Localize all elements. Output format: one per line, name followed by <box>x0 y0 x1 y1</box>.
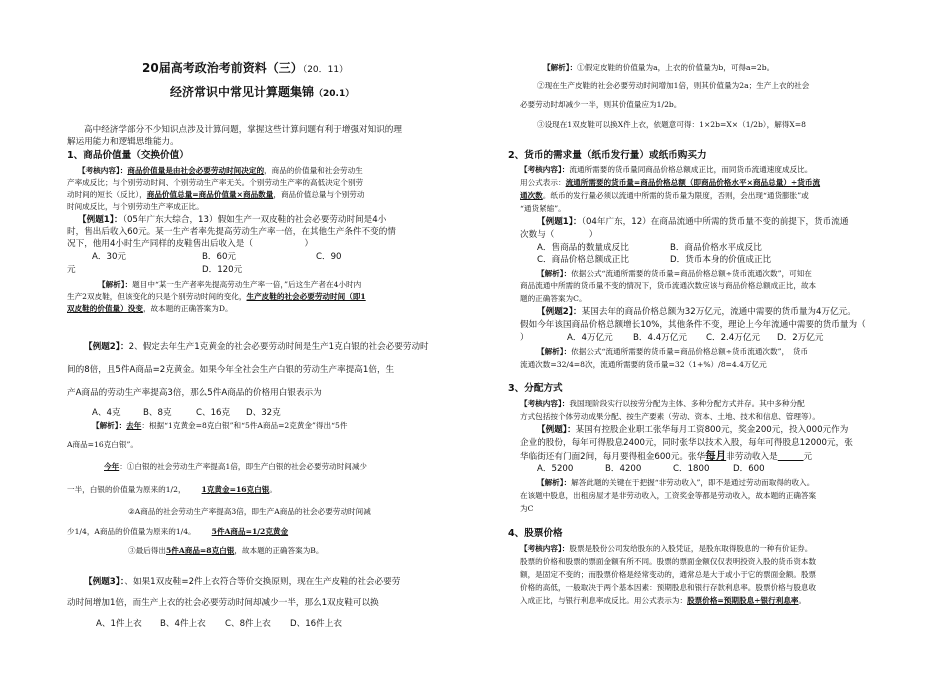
s1-ex1-analysis-line3: 双皮鞋的价值量）没变，故本题的正确答案为D。 <box>67 304 233 313</box>
s1-ex1-line2: 时，售出后收入60元。某一生产者率先提高劳动生产率一倍，在其他生产条件不变的情 <box>67 227 396 237</box>
s3-option-b: B．4200 <box>605 464 642 474</box>
s2-ex1-option-c: C．商品价格总额成正比 <box>537 255 629 265</box>
s3-option-d: D．600 <box>733 464 765 474</box>
s1-kp-line3: 动时间的短长（反比），商品价值总量=商品价值量×商品数量，商品价值总量与个别劳动 <box>67 190 365 199</box>
s1-kp-line1: 【考核内容】：商品价值量是由社会必要劳动时间决定的，商品的价值量和社会劳动生 <box>78 166 363 175</box>
s3-ex-line2: 企业的股份，每年可得股息2400元，同时张华以技术入股，每年可得股息12000元，张 <box>520 438 853 448</box>
right-column <box>475 0 950 694</box>
s1-ex1-option-tail: 元 <box>67 265 76 275</box>
s3-kp-line2: 方式包括按个体劳动成果分配、按生产要素（劳动、资本、土地、技术和信息、管理等）。 <box>520 412 820 421</box>
section3-heading: 3、分配方式 <box>508 383 563 394</box>
s1-ex2-line1: 【例题2】：2、假定去年生产1克黄金的社会必要劳动时间是生产1克白银的社会必要劳动时 <box>84 342 429 352</box>
s1-ex2-analysis-line1: 【解析】：去年：根据“1克黄金=8克白银”和“5件A商品=2克黄金”得出“5件 <box>92 421 348 430</box>
s2-ex2-option-c: C．2.4万亿元 <box>706 333 761 343</box>
s4-kp-line2: 股票的价格和股票的票面金额有所不同。股票的票面金额仅仅表明投资入股的货币资本数 <box>520 557 817 566</box>
s1-ex2-option-a: A、4克 <box>92 408 121 418</box>
s1-ex2-option-b: B、8克 <box>143 408 172 418</box>
s2-ex2-option-d: D．2万亿元 <box>777 333 824 343</box>
s3-ex-line1: 【例题】：某国有控股企业职工张华每月工资800元，奖金200元，投入000元作为 <box>537 425 849 435</box>
s1-ex3-line2: 动时间增加1倍，而生产上衣的社会必要劳动时间却减少一半，那么1双皮鞋可以换 <box>67 598 379 608</box>
intro-line1: 高中经济学部分不少知识点涉及计算问题，掌握这些计算问题有利于增强对知识的理 <box>84 125 402 135</box>
doc-title-line2: 经济常识中常见计算题集锦（20.1） <box>170 85 355 99</box>
s1-ex2-option-d: D、32克 <box>246 408 281 418</box>
s1-ex2-analysis-line2: A商品=16克白银”。 <box>67 440 138 449</box>
s1-ex2-now-line1: 今年：①白银的社会劳动生产率提高1倍，即生产白银的社会必要劳动时间减少 <box>104 462 368 471</box>
doc-title-line1: 20届高考政治考前资料（三）（20．11） <box>142 61 349 75</box>
s1-ex2-option-c: C、16克 <box>196 408 231 418</box>
s1-ex2-now-line4: 少1/4，A商品的价值量为原来的1/4。 5件A商品=1/2克黄金 <box>67 527 289 536</box>
s1-ex2-now-line2: 一半，白银的价值量为原来的1/2， 1克黄金=16克白银。 <box>67 485 277 494</box>
s2-kp-line2: 用公式表示：流通所需要的货币量=商品价格总额（即商品价格水平×商品总量）÷货币流 <box>520 178 821 187</box>
s1-ex1-line1: 【例题1】：（05年广东大综合，13）假如生产一双皮鞋的社会必要劳动时间是4小 <box>78 215 387 225</box>
r-top-analysis-line2: ②现在生产皮鞋的社会必要劳动时间增加1倍，则其价值量为2a；生产上衣的社会 <box>537 81 810 90</box>
s1-ex2-line2: 间的8倍，且5件A商品=2克黄金。如果今年全社会生产白银的劳动生产率提高1倍，生 <box>67 365 395 375</box>
intro-line2: 解运用能力和逻辑思维能力。 <box>67 137 179 147</box>
s1-ex3-option-a: A、1件上衣 <box>96 619 142 629</box>
s1-kp-line4: 时间成反比，与个别劳动生产率成正比。 <box>67 202 204 211</box>
s1-ex2-now-line3: ②A商品的社会劳动生产率提高3倍，即生产A商品的社会必要劳动时间减 <box>128 507 371 516</box>
s3-analysis-line3: 为C <box>520 504 534 513</box>
s4-kp-line3: 额，是固定不变的；而股票价格是经常变动的，通常总是大于或小于它的票面金额。股票 <box>520 570 817 579</box>
s2-ex2-line2: 假如今年该国商品价格总额增长10%，其他条件不变，理论上今年流通中需要的货币量为（ <box>520 320 866 330</box>
s4-kp-line5: 入成正比，与银行利息率成反比。用公式表示为：股票价格=预期股息÷银行利息率。 <box>520 596 807 605</box>
s1-ex2-line3: 产A商品的劳动生产率提高3倍，那么5件A商品的价格用白银表示为 <box>67 388 322 398</box>
s2-ex1-option-b: B．商品价格水平成反比 <box>670 243 762 253</box>
s1-kp-line2: 产率成反比；与个别劳动时间、个别劳动生产率无关。个别劳动生产率的高低决定个别劳 <box>67 178 364 187</box>
s2-ex1-analysis-line1: 【解析】：依据公式“流通所需要的货币量=商品价格总额÷货币流通次数”，可知在 <box>537 269 812 278</box>
s1-ex1-option-b: B．60元 <box>202 252 237 262</box>
s2-ex2-analysis-line1: 【解析】：依据公式“流通所需要的货币量=商品价格总额÷货币流通次数”， 货币 <box>537 347 809 356</box>
s2-ex1-option-d: D．货币本身的价值成正比 <box>670 255 772 265</box>
s2-ex2-option-b: B．4.4万亿元 <box>633 333 687 343</box>
s4-kp-line4: 价格的高低，一般取决于两个基本因素：预期股息和银行存款利息率。股票价格与股息收 <box>520 583 817 592</box>
s4-kp-line1: 【考核内容】：股票是股份公司发给股东的入股凭证，是股东取得股息的一种有价证券。 <box>520 544 813 553</box>
r-top-analysis-line1: 【解析】：①假定皮鞋的价值量为a，上衣的价值量为b，可得a=2b。 <box>543 63 775 72</box>
s3-analysis-line2: 在该题中股息，出租房屋才是非劳动收入，工资奖金等都是劳动收入，故本题的正确答案 <box>520 491 817 500</box>
s1-ex1-line3: 况下，他用4小时生产同样的皮鞋售出后收入是（ ） <box>67 239 314 249</box>
s1-ex1-option-a: A．30元 <box>92 252 127 262</box>
s2-ex1-analysis-line3: 题的正确答案为C。 <box>520 294 587 303</box>
s1-ex1-analysis-line2: 生产2双皮鞋，但该变化的只是个别劳动时间的变化，生产皮鞋的社会必要劳动时间（即1 <box>67 292 366 301</box>
s2-ex1-line2: 次数与（ ） <box>520 230 598 240</box>
s3-option-c: C．1800 <box>673 464 710 474</box>
section4-heading: 4、股票价格 <box>508 528 563 539</box>
s3-analysis-line1: 【解析】：解答此题的关键在于把握“非劳动收入”，即不是通过劳动而取得的收入。 <box>537 478 815 487</box>
r-top-analysis-line4: ③设现在1双皮鞋可以换X件上衣，依题意可得：1×2b=X×（1/2b），解得X=8 <box>537 120 806 129</box>
s2-ex2-line1: 【例题2】：某国去年的商品价格总额为32万亿元，流通中需要的货币量为4万亿元。 <box>537 307 856 317</box>
s2-ex2-line3-paren: ） <box>520 333 529 343</box>
s2-ex2-option-a: A．4万亿元 <box>567 333 613 343</box>
s2-ex1-analysis-line2: 商品流通中所需的货币量不变的情况下，货币流通次数应该与商品价格总额成正比，故本 <box>520 281 817 290</box>
s1-ex3-option-d: D、16件上衣 <box>290 619 342 629</box>
s2-ex1-option-a: A．售商品的数量成反比 <box>537 243 629 253</box>
s3-ex-line3: 华临街还有门面2间，每月要得租金600元。张华每月非劳动收入是 元 <box>520 450 813 462</box>
s2-ex1-line1: 【例题1】：（04年广东，12）在商品流通中所需的货币量不变的前提下，货币流通 <box>537 217 849 227</box>
s2-kp-line3: 通次数。纸币的发行量必须以流通中所需的货币量为限度，否则，会出现“通货膨胀”或 <box>520 191 809 200</box>
r-top-analysis-line3: 必要劳动时却减少一半，则其价值量应为1/2b。 <box>520 100 682 109</box>
s1-ex1-option-d: D．120元 <box>202 265 243 275</box>
s1-ex3-option-b: B、4件上衣 <box>160 619 206 629</box>
s1-ex3-line1: 【例题3】：、如果1双皮鞋=2件上衣符合等价交换原则，现在生产皮鞋的社会必要劳 <box>84 577 401 587</box>
s1-ex2-now-line5: ③最后得出5件A商品=8克白银，故本题的正确答案为B。 <box>128 546 324 555</box>
section1-heading: 1、商品价值量（交换价值） <box>67 150 189 161</box>
s2-ex2-analysis-line2: 流通次数=32/4=8次，流通所需要的货币量=32（1+%）/8=4.4万亿元 <box>520 360 767 369</box>
s2-kp-line4: “通货紧缩”。 <box>520 204 566 213</box>
s3-option-a: A．5200 <box>537 464 574 474</box>
s1-ex1-analysis-line1: 【解析】：题目中“某一生产者率先提高劳动生产率一倍，”后这生产者在4小时内 <box>98 280 362 289</box>
s2-kp-line1: 【考核内容】：流通所需要的货币量同商品价格总额成正比，而同货币流通速度成反比。 <box>520 165 813 174</box>
s3-kp-line1: 【考核内容】：我国现阶段实行以按劳分配为主体、多种分配方式并存。其中多种分配 <box>520 399 805 408</box>
s1-ex1-option-c: C．90 <box>316 252 342 262</box>
section2-heading: 2、货币的需求量（纸币发行量）或纸币购买力 <box>508 150 707 161</box>
s1-ex3-option-c: C、8件上衣 <box>225 619 271 629</box>
